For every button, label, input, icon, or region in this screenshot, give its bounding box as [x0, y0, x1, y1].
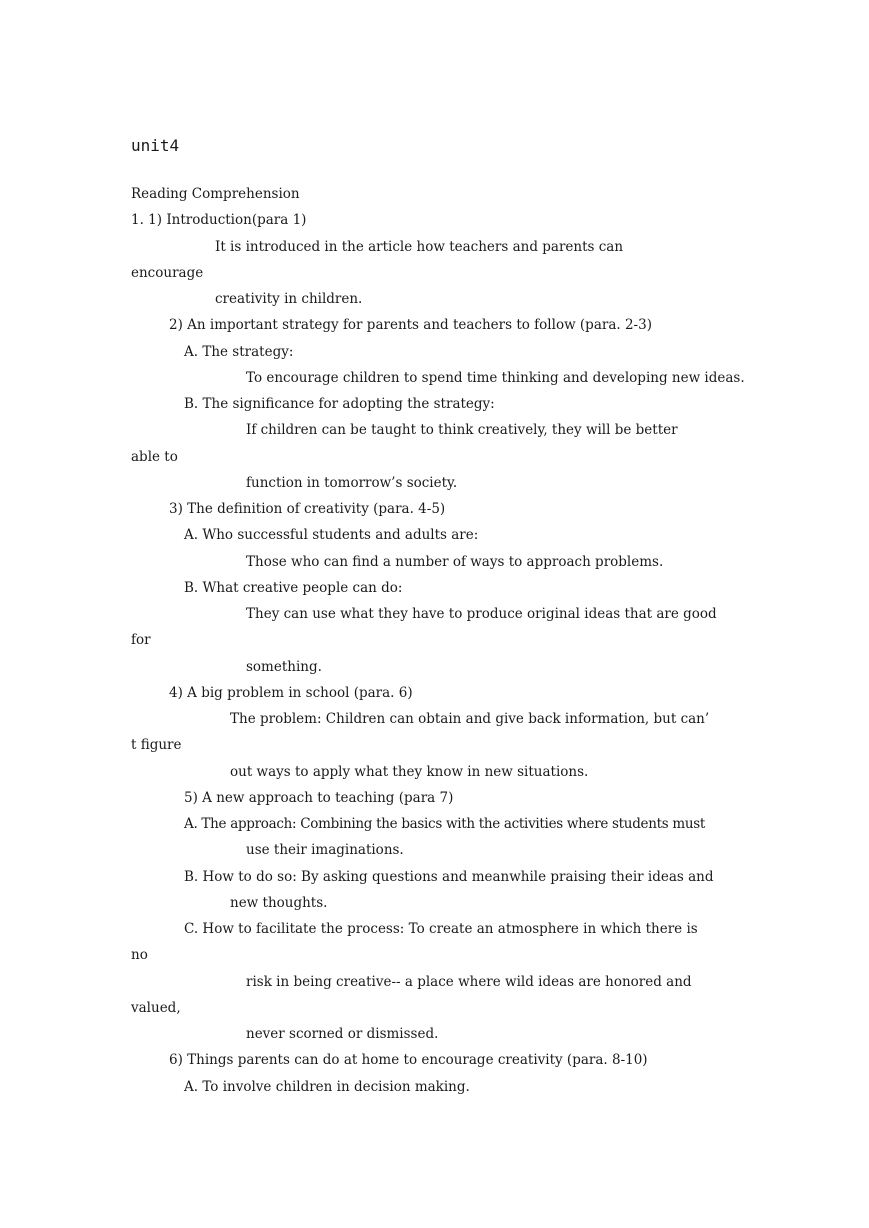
- text-line: A. To involve children in decision making.: [184, 1079, 470, 1095]
- text-line: out ways to apply what they know in new situations.: [230, 764, 589, 780]
- section-heading: Reading Comprehension: [131, 186, 300, 202]
- document-title: unit4: [131, 136, 180, 155]
- text-line: 6) Things parents can do at home to encourage creativity (para. 8-10): [169, 1052, 648, 1068]
- text-line: They can use what they have to produce original ideas that are good: [246, 606, 717, 622]
- text-line: something.: [246, 659, 322, 675]
- text-line: risk in being creative-- a place where wild ideas are honored and: [246, 974, 692, 990]
- text-line: never scorned or dismissed.: [246, 1026, 439, 1042]
- text-line: B. The significance for adopting the strategy:: [184, 396, 495, 412]
- text-line: It is introduced in the article how teachers and parents can: [215, 239, 624, 255]
- text-line: C. How to facilitate the process: To create an atmosphere in which there is: [184, 921, 698, 937]
- text-line: 2) An important strategy for parents and teachers to follow (para. 2-3): [169, 317, 652, 333]
- text-line: 4) A big problem in school (para. 6): [169, 685, 413, 701]
- text-line: t figure: [131, 737, 182, 753]
- text-line: use their imaginations.: [246, 842, 404, 858]
- text-line: function in tomorrow’s society.: [246, 475, 458, 491]
- text-line: new thoughts.: [230, 895, 328, 911]
- text-line: To encourage children to spend time thinking and developing new ideas.: [246, 370, 745, 386]
- text-line: Those who can find a number of ways to approach problems.: [246, 554, 664, 570]
- text-line: for: [131, 632, 151, 648]
- text-line: 3) The definition of creativity (para. 4-5): [169, 501, 446, 517]
- text-line: A. The strategy:: [184, 344, 294, 360]
- text-line: 5) A new approach to teaching (para 7): [184, 790, 454, 806]
- text-line: valued,: [131, 1000, 181, 1016]
- text-line: A. The approach: Combining the basics with the activities where students must: [184, 816, 706, 832]
- text-line: creativity in children.: [215, 291, 363, 307]
- text-line: B. How to do so: By asking questions and meanwhile praising their ideas and: [184, 869, 714, 885]
- text-line: B. What creative people can do:: [184, 580, 403, 596]
- text-line: encourage: [131, 265, 204, 281]
- text-line: 1. 1) Introduction(para 1): [131, 212, 307, 228]
- text-line: A. Who successful students and adults are:: [184, 527, 479, 543]
- text-line: able to: [131, 449, 178, 465]
- text-line: no: [131, 947, 148, 963]
- text-line: If children can be taught to think creatively, they will be better: [246, 422, 678, 438]
- text-line: The problem: Children can obtain and give back information, but can’: [230, 711, 710, 727]
